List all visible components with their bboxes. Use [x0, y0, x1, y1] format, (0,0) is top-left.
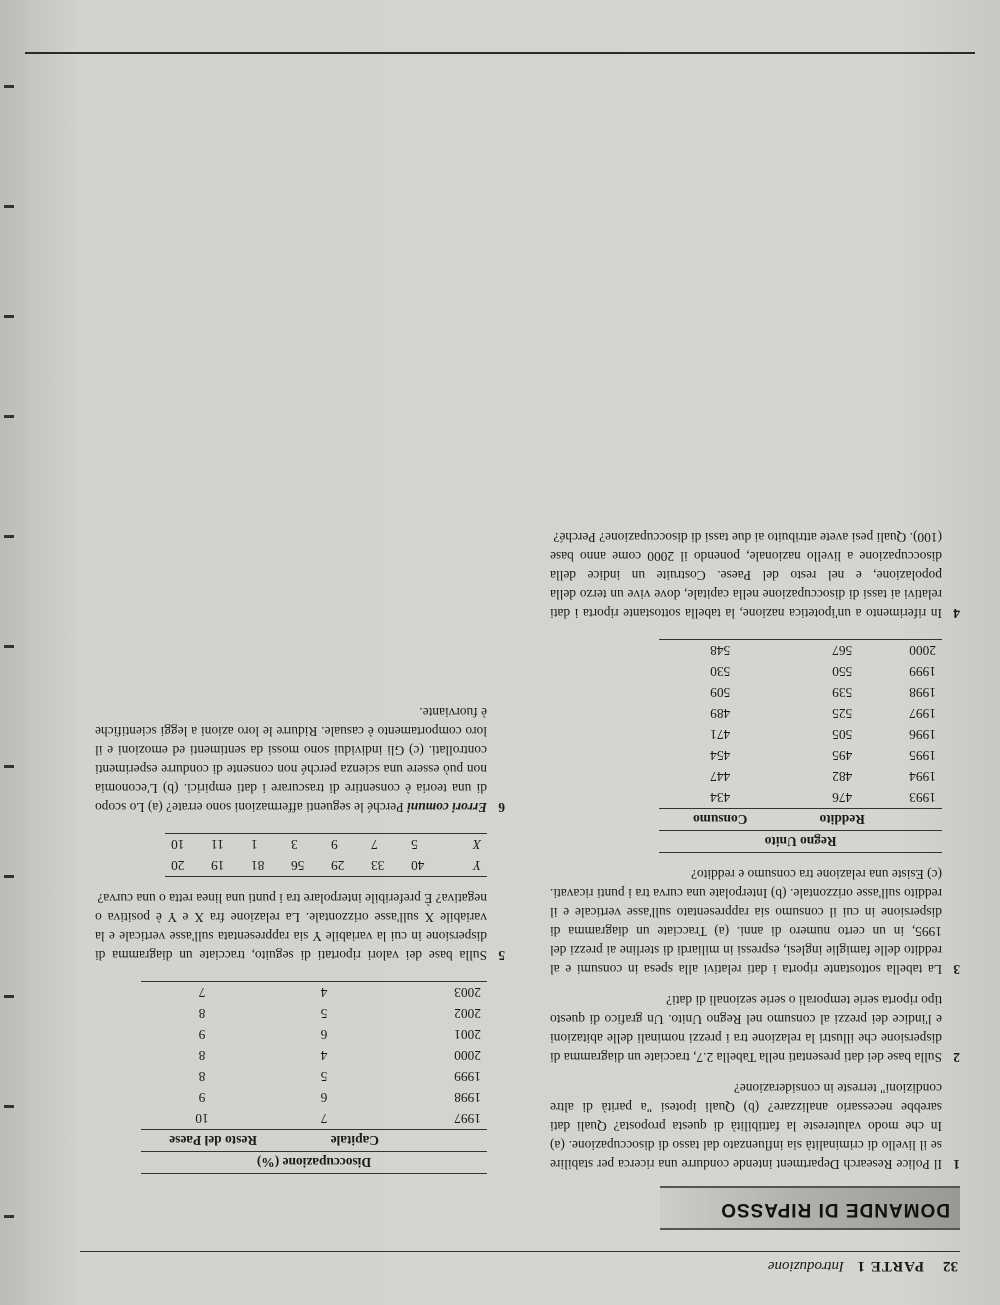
- y-value: 33: [371, 858, 385, 873]
- column-header: [385, 1130, 487, 1152]
- table-row: [141, 1108, 487, 1130]
- table-row: [141, 982, 487, 1004]
- year-cell: 2003: [454, 985, 481, 1000]
- column-header: Consumo: [693, 812, 748, 827]
- header-rule: [80, 1251, 960, 1252]
- x-value: 10: [171, 837, 185, 852]
- capital-cell: 5: [320, 1006, 328, 1021]
- uk-income-consumption-table: [659, 639, 942, 853]
- table-row: [141, 1024, 487, 1045]
- table-row: [141, 1003, 487, 1024]
- y-value: 19: [211, 858, 225, 873]
- question-text: Sulla base dei dati presentati nella Tabella 2.7, tracciate un diagramma di dispersione che illustri la relazione tra i prezzi nominali delle abitazioni e l'indice dei prezzi al consumo nel Regno Unito. Un grafico di questo tipo riporta serie temporali o serie sezionali di dati?: [550, 993, 942, 1065]
- capital-cell: 4: [320, 1048, 328, 1063]
- capital-cell: 4: [320, 985, 328, 1000]
- question-2: [550, 991, 960, 1067]
- rest-cell: 9: [198, 1027, 206, 1042]
- left-column: [550, 516, 960, 1174]
- income-cell: 476: [832, 790, 853, 805]
- consumption-cell: 548: [710, 643, 731, 658]
- y-label: Y: [473, 858, 481, 873]
- rotated-page-content: [80, 90, 960, 1280]
- column-header: Resto del Paese: [169, 1133, 257, 1148]
- rest-cell: 9: [198, 1090, 206, 1105]
- table-row: [141, 1087, 487, 1108]
- question-number: 4: [953, 606, 960, 621]
- income-cell: 550: [832, 664, 853, 679]
- capital-cell: 6: [320, 1027, 328, 1042]
- capital-cell: 6: [320, 1090, 328, 1105]
- y-value: 56: [291, 858, 305, 873]
- question-text: La tabella sottostante riporta i dati relativi alla spesa in consumi e al reddito delle famiglie inglesi, espressi in miliardi di sterline ai prezzi del 1995, in un certo numero di anni. (a) Tracciate un diagramma di dispersione in cui il consumo sia rappresentato sull'asse verticale e il reddito sull'asse orizzontale. (b) Interpolate una curva tra i punti ricavati. (c) Esiste una relazione tra consumo e reddito?: [550, 867, 942, 977]
- x-value: 3: [291, 837, 298, 852]
- question-4: [550, 528, 960, 623]
- table-row: [659, 745, 942, 766]
- consumption-cell: 530: [710, 664, 731, 679]
- question-6: [95, 703, 505, 817]
- table-row: [659, 724, 942, 745]
- question-text: Sulla base dei valori riportati di seguito, tracciate un diagramma di dispersione in cui la variabile Y sia rappresentata sull'asse verticale e la variabile X sull'asse orizzontale. La relazione fra X e Y è positiva o negativa? È preferibile interpolare tra i punti una linea retta o una curva?: [95, 891, 487, 963]
- y-value: 20: [171, 858, 185, 873]
- table-row: [659, 766, 942, 787]
- question-5: [95, 889, 505, 965]
- right-column: [95, 691, 505, 1174]
- question-number: 1: [953, 1157, 960, 1172]
- year-cell: 2000: [909, 643, 936, 658]
- part-label: PARTE 1: [856, 1258, 924, 1274]
- question-3: [550, 865, 960, 979]
- section-label: Introduzione: [767, 1258, 844, 1274]
- consumption-cell: 471: [710, 727, 731, 742]
- question-number: 5: [498, 948, 505, 963]
- question-text: Perché le seguenti affermazioni sono errate? (a) Lo scopo di una teoria è consentire di trascurare i dati empirici. (b) L'economia non può essere una scienza perché non consente di condurre esperimenti controllati. (c) Gli individui sono mossi da sentimenti ed emozioni e il loro comportamento è casuale. Ridurre le loro azioni a leggi scientifiche è fuorviante.: [95, 705, 487, 815]
- income-cell: 567: [832, 643, 853, 658]
- question-text: In riferimento a un'ipotetica nazione, la tabella sottostante riporta i dati relativi ai tassi di disoccupazione nella capitale, dove vive un terzo della popolazione, e nel resto del Paese. Costruite un indice della disoccupazione a livello nazionale, ponendo il 2000 come anno base (100). Quali pesi avete attribuito ai due tassi di disoccupazione? Perché?: [550, 530, 942, 621]
- section-banner: [660, 1186, 960, 1230]
- consumption-cell: 509: [710, 685, 731, 700]
- consumption-cell: 447: [710, 769, 731, 784]
- xy-values-table: [165, 833, 487, 877]
- unemployment-table: [141, 981, 487, 1174]
- rest-cell: 8: [198, 1069, 206, 1084]
- income-cell: 525: [832, 706, 853, 721]
- table-row: [141, 1045, 487, 1066]
- table-row: [659, 787, 942, 809]
- x-value: 9: [331, 837, 338, 852]
- x-value: 5: [411, 837, 418, 852]
- edge-rule: [25, 52, 975, 54]
- table-title: Disoccupazione (%): [256, 1155, 372, 1170]
- y-value: 29: [331, 858, 345, 873]
- income-cell: 482: [832, 769, 853, 784]
- capital-cell: 5: [320, 1069, 328, 1084]
- year-cell: 1996: [909, 727, 936, 742]
- table-row: [659, 661, 942, 682]
- year-cell: 2000: [454, 1048, 481, 1063]
- year-cell: 1994: [909, 769, 936, 784]
- binding-marks: [4, 85, 18, 1285]
- question-lead: Errori comuni: [406, 800, 487, 815]
- rest-cell: 10: [195, 1111, 209, 1126]
- year-cell: 1995: [909, 748, 936, 763]
- x-label: X: [472, 837, 481, 852]
- column-header: Reddito: [819, 812, 865, 827]
- y-value: 40: [411, 858, 425, 873]
- page-number: 32: [943, 1258, 958, 1274]
- question-1: [550, 1079, 960, 1174]
- table-row: [659, 682, 942, 703]
- income-cell: 495: [832, 748, 853, 763]
- year-cell: 2002: [454, 1006, 481, 1021]
- question-number: 6: [498, 800, 505, 815]
- income-cell: 539: [832, 685, 853, 700]
- consumption-cell: 454: [710, 748, 731, 763]
- column-header: [903, 809, 942, 831]
- year-cell: 1997: [909, 706, 936, 721]
- x-value: 7: [371, 837, 378, 852]
- question-text: Il Police Research Department intende condurre una ricerca per stabilire se il livello di criminalità sia influenzato dal tasso di disoccupazione. (a) In che modo valutereste la fattibilità di questa proposta? Quali dati sarebbe necessario analizzare? (b) Quali ipotesi "a parità di altre condizioni" terreste in considerazione?: [550, 1081, 942, 1172]
- year-cell: 1993: [909, 790, 936, 805]
- question-number: 3: [953, 962, 960, 977]
- table-row: [659, 703, 942, 724]
- year-cell: 1997: [454, 1111, 481, 1126]
- table-row: [141, 1066, 487, 1087]
- table-title: Regno Unito: [764, 834, 837, 849]
- year-cell: 1998: [454, 1090, 481, 1105]
- x-value: 1: [251, 837, 258, 852]
- y-value: 81: [251, 858, 265, 873]
- year-cell: 1998: [909, 685, 936, 700]
- question-number: 2: [953, 1050, 960, 1065]
- consumption-cell: 489: [710, 706, 731, 721]
- running-header: [80, 1250, 960, 1280]
- consumption-cell: 434: [710, 790, 731, 805]
- income-cell: 505: [832, 727, 853, 742]
- banner-title: DOMANDE DI RIPASSO: [720, 1199, 950, 1220]
- year-cell: 1999: [909, 664, 936, 679]
- rest-cell: 8: [198, 1006, 206, 1021]
- rest-cell: 8: [198, 1048, 206, 1063]
- table-row: [165, 855, 487, 877]
- year-cell: 2001: [454, 1027, 481, 1042]
- table-row: [659, 640, 942, 662]
- year-cell: 1999: [454, 1069, 481, 1084]
- capital-cell: 7: [320, 1111, 328, 1126]
- table-row: [165, 834, 487, 856]
- column-header: Capitale: [330, 1133, 379, 1148]
- x-value: 11: [211, 837, 224, 852]
- rest-cell: 7: [198, 985, 206, 1000]
